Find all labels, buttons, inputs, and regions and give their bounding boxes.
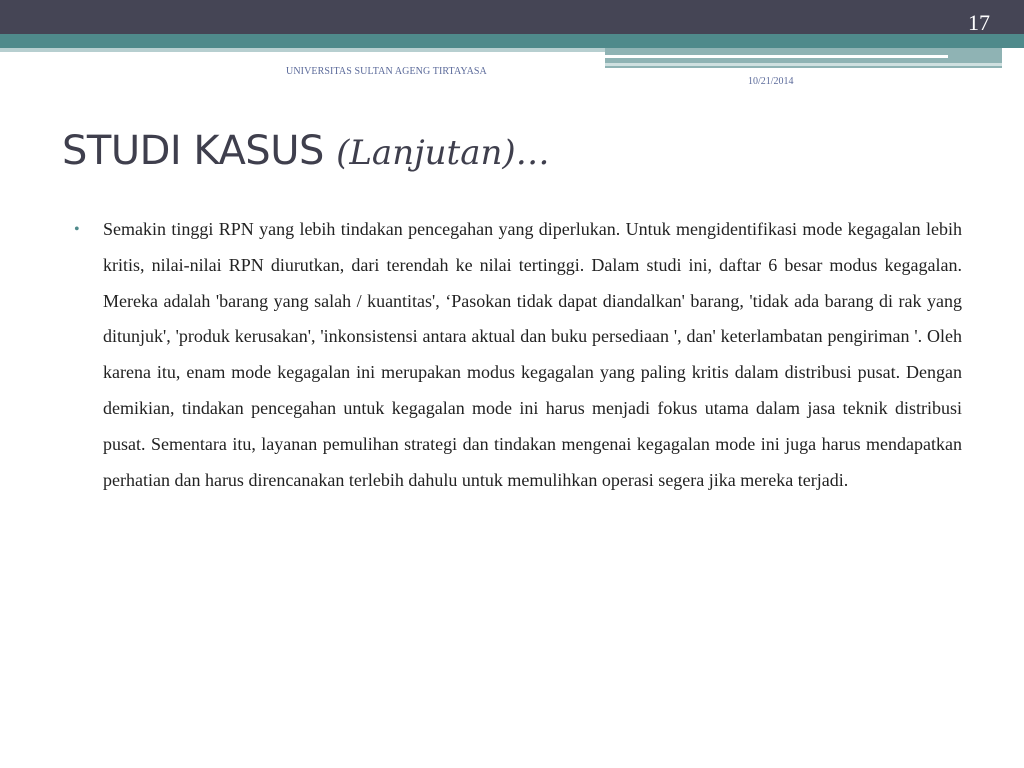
header-line-2 (605, 55, 948, 58)
bullet-text: Semakin tinggi RPN yang lebih tindakan pencegahan yang diperlukan. Untuk mengidentifikasi mode kegagalan lebih kritis, nilai-nilai RPN diurutkan, dari terendah ke nilai tertinggi. Dalam studi ini, daftar 6 besar modus kegagalan. Mereka adalah 'barang yang salah / kuantitas', ‘Pasokan tidak dapat diandalkan' barang, 'tidak ada barang di rak yang ditunjuk', 'produk kerusakan', 'inkonsistensi antara aktual dan buku persediaan ', dan' keterlambatan pengiriman '. Oleh karena itu, enam mode kegagalan ini merupakan modus kegagalan yang paling kritis dalam distribusi pusat. Dengan demikian, tindakan pencegahan untuk kegagalan mode ini harus menjadi fokus utama dalam jasa teknik distribusi pusat. Sementara itu, layanan pemulihan strategi dan tindakan mengenai kegagalan mode ini juga harus mendapatkan perhatian dan harus direncanakan terlebih dahulu untuk memulihkan operasi segera jika mereka terjadi. (103, 219, 962, 490)
bullet-item (74, 212, 962, 498)
footer-date: 10/21/2014 (748, 76, 794, 87)
slide-title-sub: (Lanjutan)… (336, 133, 550, 173)
body-bullet-list (74, 212, 962, 498)
header-line-1 (0, 48, 605, 52)
slide-title-main: STUDI KASUS (62, 128, 324, 174)
header-band-notch (1002, 48, 1024, 68)
header-band-dark (0, 0, 1024, 34)
bullet-dot-icon: • (74, 221, 80, 238)
slide-number: 17 (968, 10, 990, 35)
slide-title (62, 128, 550, 174)
header-band-teal (0, 34, 1024, 48)
footer-organization: UNIVERSITAS SULTAN AGENG TIRTAYASA (286, 66, 487, 77)
header-line-3 (605, 63, 1002, 66)
